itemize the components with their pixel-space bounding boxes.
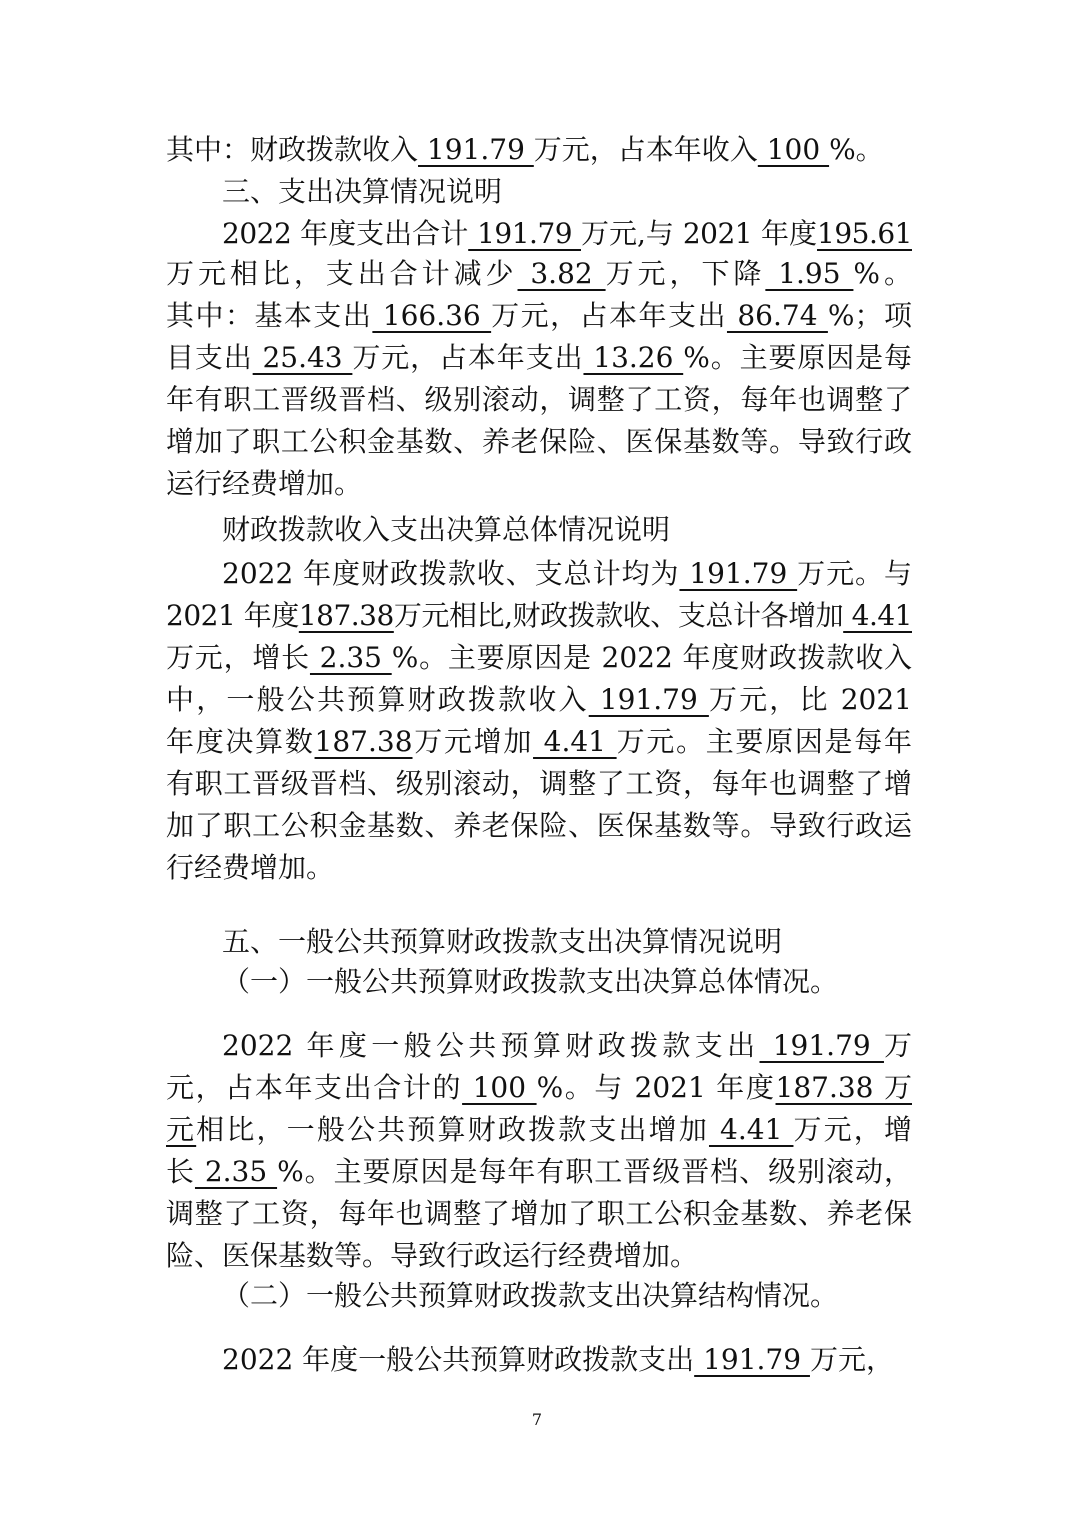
text: 2022 年度支出合计 [222, 217, 469, 250]
text: 万元，比 2021 [708, 683, 912, 716]
paragraph-line: 行经费增加。 [166, 851, 335, 884]
project-expenditure-share: 13.26 [583, 341, 684, 374]
text: 目支出 [166, 341, 253, 374]
text: 万元，下降 [605, 257, 766, 290]
expenditure-share-percent: 100 [462, 1071, 537, 1104]
text: 万元，增长 [166, 641, 310, 674]
text: 万元，增 [793, 1113, 912, 1146]
page-number: 7 [531, 1410, 543, 1429]
prior-year-final-value: 187.38 [314, 725, 413, 758]
text: 万元，占本年支出 [352, 341, 584, 374]
basic-expenditure-share: 86.74 [726, 299, 828, 332]
paragraph-line [166, 1106, 912, 1154]
paragraph-line: 险、医保基数等。导致行政运行经费增加。 [166, 1239, 699, 1272]
text: 万元，占本年支出 [491, 299, 727, 332]
text: %。与 2021 年度 [536, 1071, 776, 1104]
paragraph-line [222, 550, 912, 598]
text: 万元,与 2021 年度 [581, 217, 818, 250]
basic-expenditure-value: 166.36 [372, 299, 492, 332]
fiscal-increase-amount: 4.41 [843, 599, 912, 632]
paragraph-line [166, 634, 912, 682]
text: 年度决算数 [166, 725, 315, 758]
text: 2021 年度 [166, 599, 299, 632]
paragraph-line [222, 1336, 912, 1384]
text: 长 [166, 1155, 195, 1188]
paragraph-line: 有职工晋级晋档、级别滚动，调整了工资，每年也调整了增 [166, 767, 912, 800]
text: 万元增加 [412, 725, 534, 758]
subsection-2-heading: （二）一般公共预算财政拨款支出决算结构情况。 [222, 1279, 839, 1312]
text: %。主要原因是每年有职工晋级晋档、级别滚动， [277, 1155, 912, 1188]
text: 2022 年度一般公共预算财政拨款支出 [222, 1343, 695, 1376]
increase-amount: 4.41 [533, 725, 617, 758]
prior-year-expenditure-value: 195.61 [817, 217, 912, 250]
fiscal-growth-percent: 2.35 [309, 641, 392, 674]
expenditure-growth-percent: 2.35 [194, 1155, 278, 1188]
text: 万 [883, 1029, 912, 1062]
subsection-1-heading: （一）一般公共预算财政拨款支出决算总体情况。 [222, 965, 839, 998]
section-5-heading: 五、一般公共预算财政拨款支出决算情况说明 [222, 925, 783, 958]
text: 万元，占本年收入 [533, 133, 758, 166]
decrease-percent: 1.95 [765, 257, 854, 290]
paragraph-line: 年有职工晋级晋档、级别滚动，调整了工资，每年也调整了 [166, 383, 912, 416]
text: 万元相比,财政拨款收、支总计各增加 [393, 599, 844, 632]
text: 其中：财政拨款收入 [166, 133, 419, 166]
text: 万元相比，支出合计减少 [166, 257, 518, 290]
text: 其中：基本支出 [166, 299, 373, 332]
text: %。 [853, 257, 912, 290]
paragraph-line [166, 718, 912, 766]
text: 万元， [809, 1343, 894, 1376]
total-expenditure-value: 191.79 [468, 217, 581, 250]
fiscal-income-value: 191.79 [418, 133, 534, 166]
paragraph-line [166, 1064, 912, 1112]
paragraph-line: 运行经费增加。 [166, 467, 363, 500]
income-summary-line [166, 126, 912, 174]
expenditure-increase-amount: 4.41 [708, 1113, 794, 1146]
paragraph-line [166, 292, 912, 340]
fiscal-income-share: 100 [757, 133, 830, 166]
general-budget-income-value: 191.79 [588, 683, 709, 716]
text: 中，一般公共预算财政拨款收入 [166, 683, 589, 716]
general-budget-expenditure-value: 191.79 [759, 1029, 884, 1062]
project-expenditure-value: 25.43 [252, 341, 353, 374]
text: 元 [166, 1113, 197, 1146]
text: %；项 [827, 299, 912, 332]
text: %。 [829, 133, 884, 166]
paragraph-line: 加了职工公积金基数、养老保险、医保基数等。导致行政运 [166, 809, 912, 842]
paragraph-line: 调整了工资，每年也调整了增加了职工公积金基数、养老保 [166, 1197, 912, 1230]
paragraph-line [222, 1022, 912, 1070]
paragraph-line [166, 250, 912, 298]
section-3-heading: 三、支出决算情况说明 [222, 175, 503, 208]
paragraph-line [166, 676, 912, 724]
text: 2022 年度一般公共预算财政拨款支出 [222, 1029, 760, 1062]
text: 相比，一般公共预算财政拨款支出增加 [196, 1113, 709, 1146]
text: 万元。主要原因是每年 [616, 725, 912, 758]
general-budget-expenditure-value: 191.79 [694, 1343, 810, 1376]
paragraph-line [166, 592, 912, 640]
prior-year-expenditure-value: 187.38 万 [775, 1071, 912, 1104]
text: %。主要原因是 2022 年度财政拨款收入 [391, 641, 912, 674]
text: 万元。与 [797, 557, 912, 590]
paragraph-line [166, 334, 912, 382]
text: 2022 年度财政拨款收、支总计均为 [222, 557, 680, 590]
text: 元，占本年支出合计的 [166, 1071, 463, 1104]
prior-year-fiscal-total: 187.38 [298, 599, 394, 632]
section-4-heading: 财政拨款收入支出决算总体情况说明 [222, 513, 671, 546]
text: %。主要原因是每 [683, 341, 912, 374]
fiscal-total-value: 191.79 [679, 557, 798, 590]
paragraph-line: 增加了职工公积金基数、养老保险、医保基数等。导致行政 [166, 425, 912, 458]
paragraph-line [166, 1148, 912, 1196]
decrease-amount: 3.82 [517, 257, 606, 290]
